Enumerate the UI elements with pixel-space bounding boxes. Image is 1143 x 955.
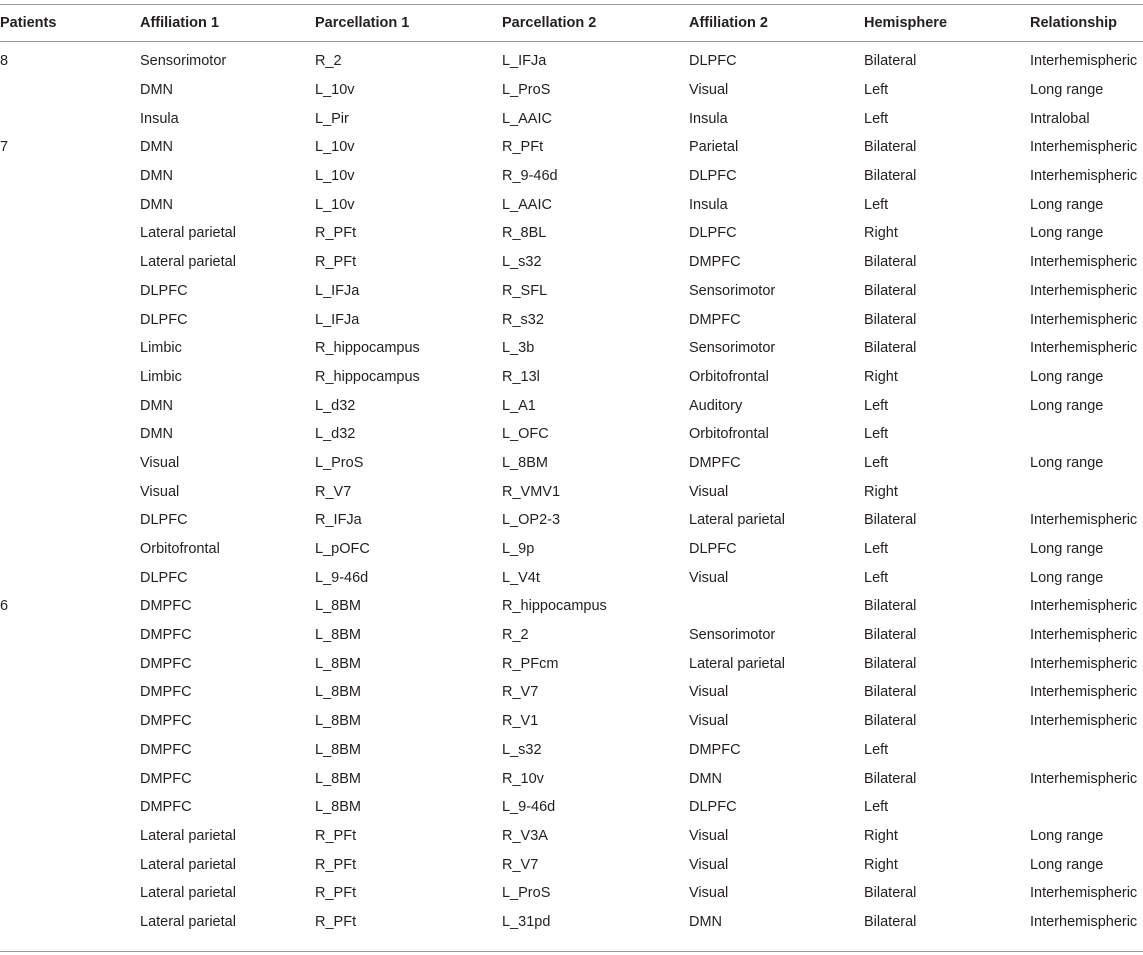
cell-affiliation-2: DLPFC	[689, 799, 737, 816]
cell-affiliation-1: Limbic	[140, 340, 182, 357]
cell-parcellation-1: L_10v	[315, 139, 355, 156]
cell-affiliation-1: DMPFC	[140, 627, 192, 644]
table-row	[0, 420, 1143, 449]
cell-affiliation-2: DLPFC	[689, 53, 737, 70]
cell-relationship: Long range	[1030, 856, 1104, 873]
cell-hemisphere: Left	[864, 196, 889, 213]
cell-patients	[0, 334, 140, 363]
cell-patients	[0, 363, 140, 392]
table-row	[0, 736, 1143, 765]
table-row	[0, 793, 1143, 822]
cell-hemisphere: Right	[864, 225, 898, 242]
cell-hemisphere: Bilateral	[864, 53, 917, 70]
cell-affiliation-1: DLPFC	[140, 512, 188, 529]
table-row	[0, 535, 1143, 564]
cell-parcellation-2: L_s32	[502, 741, 542, 758]
cell-hemisphere: Left	[864, 454, 889, 471]
cell-patients	[0, 908, 140, 937]
cell-affiliation-1: DLPFC	[140, 569, 188, 586]
cell-parcellation-2: L_8BM	[502, 454, 548, 471]
table-row	[0, 76, 1143, 105]
table-row	[0, 850, 1143, 879]
cell-affiliation-1: DMN	[140, 426, 174, 443]
cell-patients	[0, 678, 140, 707]
cell-affiliation-1: DMPFC	[140, 655, 192, 672]
cell-hemisphere: Bilateral	[864, 627, 917, 644]
cell-affiliation-2: Sensorimotor	[689, 282, 776, 299]
cell-patients	[0, 793, 140, 822]
cell-parcellation-1: L_8BM	[315, 598, 361, 615]
cell-affiliation-2: Visual	[689, 856, 729, 873]
cell-relationship: Interhemispheric	[1030, 598, 1138, 615]
cell-parcellation-1: L_8BM	[315, 684, 361, 701]
table-row	[0, 449, 1143, 478]
cell-patients	[0, 305, 140, 334]
cell-relationship	[1030, 477, 1143, 506]
cell-parcellation-2: R_PFcm	[502, 655, 559, 672]
cell-parcellation-2: L_AAIC	[502, 196, 552, 213]
cell-patients	[0, 621, 140, 650]
cell-affiliation-2: Lateral parietal	[689, 512, 785, 529]
cell-affiliation-2: Parietal	[689, 139, 739, 156]
table-row	[0, 707, 1143, 736]
cell-parcellation-1: L_8BM	[315, 770, 361, 787]
cell-parcellation-2: R_V7	[502, 684, 539, 701]
cell-hemisphere: Bilateral	[864, 713, 917, 730]
cell-patients	[0, 822, 140, 851]
table-row	[0, 363, 1143, 392]
cell-affiliation-1: Lateral parietal	[140, 856, 236, 873]
cell-parcellation-2: L_9p	[502, 541, 535, 558]
cell-affiliation-1: Lateral parietal	[140, 225, 236, 242]
cell-affiliation-2: DLPFC	[689, 168, 737, 185]
cell-relationship: Interhemispheric	[1030, 254, 1138, 271]
cell-parcellation-1: L_8BM	[315, 655, 361, 672]
cell-hemisphere: Left	[864, 426, 889, 443]
cell-patients	[0, 477, 140, 506]
cell-hemisphere: Bilateral	[864, 770, 917, 787]
cell-patients	[0, 850, 140, 879]
header-affiliation-1: Affiliation 1	[140, 15, 219, 31]
cell-parcellation-2: L_IFJa	[502, 53, 547, 70]
cell-patients	[0, 764, 140, 793]
cell-affiliation-2: Sensorimotor	[689, 340, 776, 357]
cell-affiliation-2: DMPFC	[689, 254, 741, 271]
cell-affiliation-1: Limbic	[140, 368, 182, 385]
cell-parcellation-2: R_8BL	[502, 225, 547, 242]
cell-parcellation-2: L_OP2-3	[502, 512, 561, 529]
cell-parcellation-2: R_13l	[502, 368, 540, 385]
cell-parcellation-1: R_PFt	[315, 856, 357, 873]
cell-relationship: Interhemispheric	[1030, 684, 1138, 701]
cell-affiliation-1: DMPFC	[140, 713, 192, 730]
cell-parcellation-1: L_8BM	[315, 799, 361, 816]
cell-hemisphere: Left	[864, 110, 889, 127]
table-row	[0, 162, 1143, 191]
cell-affiliation-2: Insula	[689, 196, 728, 213]
table-row	[0, 506, 1143, 535]
cell-affiliation-1: Orbitofrontal	[140, 541, 220, 558]
cell-hemisphere: Bilateral	[864, 655, 917, 672]
cell-affiliation-1: DMPFC	[140, 770, 192, 787]
cell-relationship	[1030, 736, 1143, 765]
cell-relationship: Long range	[1030, 454, 1104, 471]
cell-affiliation-1: Lateral parietal	[140, 254, 236, 271]
cell-affiliation-2: Visual	[689, 885, 729, 902]
cell-relationship: Long range	[1030, 82, 1104, 99]
cell-relationship: Interhemispheric	[1030, 512, 1138, 529]
cell-affiliation-1: DMN	[140, 168, 174, 185]
cell-relationship: Long range	[1030, 225, 1104, 242]
cell-parcellation-2: L_31pd	[502, 913, 551, 930]
cell-affiliation-1: Visual	[140, 483, 180, 500]
cell-parcellation-2: L_ProS	[502, 82, 551, 99]
connectivity-table	[0, 5, 1143, 936]
cell-patients	[0, 76, 140, 105]
header-hemisphere: Hemisphere	[864, 15, 948, 31]
cell-parcellation-1: L_Pir	[315, 110, 349, 127]
cell-affiliation-2: DLPFC	[689, 225, 737, 242]
cell-parcellation-2: R_V1	[502, 713, 539, 730]
cell-relationship	[1030, 420, 1143, 449]
table-row	[0, 248, 1143, 277]
cell-parcellation-1: R_PFt	[315, 254, 357, 271]
cell-affiliation-2: Visual	[689, 82, 729, 99]
cell-affiliation-1: Lateral parietal	[140, 885, 236, 902]
cell-relationship: Interhemispheric	[1030, 282, 1138, 299]
cell-parcellation-1: L_9-46d	[315, 569, 369, 586]
cell-patients	[0, 449, 140, 478]
table-row	[0, 133, 1143, 162]
table-row	[0, 592, 1143, 621]
cell-parcellation-2: L_ProS	[502, 885, 551, 902]
cell-affiliation-1: DMPFC	[140, 598, 192, 615]
cell-parcellation-2: L_AAIC	[502, 110, 552, 127]
cell-patients: 7	[0, 139, 9, 156]
cell-hemisphere: Left	[864, 799, 889, 816]
cell-relationship: Long range	[1030, 569, 1104, 586]
cell-affiliation-2: Lateral parietal	[689, 655, 785, 672]
cell-parcellation-2: R_2	[502, 627, 529, 644]
cell-hemisphere: Left	[864, 569, 889, 586]
cell-hemisphere: Bilateral	[864, 885, 917, 902]
table-row	[0, 879, 1143, 908]
cell-hemisphere: Bilateral	[864, 913, 917, 930]
cell-parcellation-1: L_d32	[315, 397, 356, 414]
header-parcellation-1: Parcellation 1	[315, 15, 410, 31]
cell-parcellation-1: R_PFt	[315, 885, 357, 902]
cell-affiliation-1: DMPFC	[140, 684, 192, 701]
cell-parcellation-1: R_V7	[315, 483, 352, 500]
cell-relationship: Long range	[1030, 397, 1104, 414]
cell-patients	[0, 190, 140, 219]
cell-patients	[0, 219, 140, 248]
cell-parcellation-1: L_IFJa	[315, 282, 360, 299]
cell-hemisphere: Left	[864, 741, 889, 758]
cell-affiliation-2: Visual	[689, 713, 729, 730]
cell-hemisphere: Bilateral	[864, 168, 917, 185]
cell-hemisphere: Bilateral	[864, 282, 917, 299]
cell-affiliation-1: DLPFC	[140, 311, 188, 328]
table-row	[0, 305, 1143, 334]
cell-hemisphere: Left	[864, 541, 889, 558]
cell-patients: 6	[0, 598, 9, 615]
cell-affiliation-2	[689, 592, 864, 621]
cell-parcellation-1: L_10v	[315, 168, 355, 185]
cell-parcellation-1: L_8BM	[315, 713, 361, 730]
cell-patients	[0, 104, 140, 133]
cell-affiliation-2: DMPFC	[689, 741, 741, 758]
cell-affiliation-2: Orbitofrontal	[689, 426, 769, 443]
cell-patients	[0, 506, 140, 535]
cell-affiliation-2: Auditory	[689, 397, 743, 414]
cell-affiliation-2: Insula	[689, 110, 728, 127]
cell-relationship: Long range	[1030, 196, 1104, 213]
cell-affiliation-1: Lateral parietal	[140, 913, 236, 930]
cell-parcellation-2: L_s32	[502, 254, 542, 271]
cell-parcellation-1: L_pOFC	[315, 541, 370, 558]
cell-patients	[0, 420, 140, 449]
table-row	[0, 334, 1143, 363]
cell-affiliation-1: Sensorimotor	[140, 53, 227, 70]
cell-parcellation-2: R_9-46d	[502, 168, 558, 185]
cell-relationship: Intralobal	[1030, 110, 1090, 127]
table-row	[0, 822, 1143, 851]
cell-relationship: Interhemispheric	[1030, 713, 1138, 730]
cell-relationship: Long range	[1030, 368, 1104, 385]
table-row	[0, 104, 1143, 133]
cell-parcellation-2: R_s32	[502, 311, 544, 328]
cell-parcellation-2: L_A1	[502, 397, 536, 414]
cell-hemisphere: Right	[864, 483, 898, 500]
table-row	[0, 190, 1143, 219]
cell-parcellation-2: L_V4t	[502, 569, 540, 586]
cell-patients	[0, 563, 140, 592]
cell-relationship: Interhemispheric	[1030, 885, 1138, 902]
cell-patients	[0, 248, 140, 277]
table-row	[0, 477, 1143, 506]
cell-affiliation-2: DLPFC	[689, 541, 737, 558]
cell-affiliation-1: DMN	[140, 196, 174, 213]
cell-affiliation-1: DMPFC	[140, 741, 192, 758]
cell-affiliation-2: Visual	[689, 569, 729, 586]
cell-patients: 8	[0, 53, 9, 70]
cell-relationship: Interhemispheric	[1030, 311, 1138, 328]
cell-hemisphere: Bilateral	[864, 684, 917, 701]
table-bottom-rule	[0, 951, 1143, 952]
cell-affiliation-1: Insula	[140, 110, 179, 127]
cell-affiliation-1: DMPFC	[140, 799, 192, 816]
header-affiliation-2: Affiliation 2	[689, 15, 768, 31]
cell-affiliation-1: DLPFC	[140, 282, 188, 299]
cell-patients	[0, 535, 140, 564]
table-row	[0, 391, 1143, 420]
cell-parcellation-1: R_2	[315, 53, 342, 70]
table-row	[0, 277, 1143, 306]
cell-parcellation-1: R_hippocampus	[315, 368, 420, 385]
cell-parcellation-2: R_V7	[502, 856, 539, 873]
cell-patients	[0, 649, 140, 678]
cell-parcellation-1: R_hippocampus	[315, 340, 420, 357]
cell-parcellation-2: L_3b	[502, 340, 535, 357]
cell-affiliation-1: DMN	[140, 82, 174, 99]
cell-affiliation-1: DMN	[140, 397, 174, 414]
cell-parcellation-2: L_9-46d	[502, 799, 556, 816]
cell-patients	[0, 162, 140, 191]
cell-parcellation-2: R_PFt	[502, 139, 544, 156]
cell-parcellation-1: R_PFt	[315, 913, 357, 930]
cell-hemisphere: Bilateral	[864, 311, 917, 328]
cell-relationship: Interhemispheric	[1030, 139, 1138, 156]
cell-relationship: Interhemispheric	[1030, 53, 1138, 70]
cell-relationship: Interhemispheric	[1030, 340, 1138, 357]
cell-affiliation-1: Lateral parietal	[140, 827, 236, 844]
cell-parcellation-2: R_V3A	[502, 827, 548, 844]
cell-affiliation-2: Visual	[689, 483, 729, 500]
cell-hemisphere: Left	[864, 397, 889, 414]
table-row	[0, 41, 1143, 76]
cell-relationship: Interhemispheric	[1030, 913, 1138, 930]
table-row	[0, 764, 1143, 793]
cell-hemisphere: Bilateral	[864, 598, 917, 615]
cell-affiliation-2: DMN	[689, 913, 723, 930]
cell-affiliation-2: Sensorimotor	[689, 627, 776, 644]
table-row	[0, 678, 1143, 707]
cell-parcellation-2: L_OFC	[502, 426, 549, 443]
cell-hemisphere: Bilateral	[864, 512, 917, 529]
cell-parcellation-1: R_IFJa	[315, 512, 362, 529]
cell-patients	[0, 736, 140, 765]
cell-affiliation-2: DMPFC	[689, 311, 741, 328]
cell-patients	[0, 277, 140, 306]
cell-parcellation-1: L_8BM	[315, 627, 361, 644]
table-row	[0, 908, 1143, 937]
cell-hemisphere: Bilateral	[864, 139, 917, 156]
cell-parcellation-1: R_PFt	[315, 827, 357, 844]
header-row	[0, 5, 1143, 41]
header-patients: Patients	[0, 15, 57, 31]
table-row	[0, 649, 1143, 678]
table-header	[0, 5, 1143, 41]
cell-parcellation-1: L_8BM	[315, 741, 361, 758]
cell-parcellation-1: L_IFJa	[315, 311, 360, 328]
cell-affiliation-2: Visual	[689, 684, 729, 701]
cell-affiliation-1: DMN	[140, 139, 174, 156]
cell-parcellation-1: L_10v	[315, 196, 355, 213]
table-row	[0, 621, 1143, 650]
cell-parcellation-2: R_hippocampus	[502, 598, 607, 615]
table-body	[0, 41, 1143, 936]
cell-relationship: Long range	[1030, 541, 1104, 558]
cell-parcellation-1: L_d32	[315, 426, 356, 443]
cell-relationship: Interhemispheric	[1030, 655, 1138, 672]
cell-relationship: Interhemispheric	[1030, 627, 1138, 644]
cell-parcellation-1: L_ProS	[315, 454, 364, 471]
cell-affiliation-2: Orbitofrontal	[689, 368, 769, 385]
cell-affiliation-2: DMPFC	[689, 454, 741, 471]
cell-hemisphere: Right	[864, 368, 898, 385]
header-relationship: Relationship	[1030, 15, 1118, 31]
cell-hemisphere: Bilateral	[864, 254, 917, 271]
cell-relationship: Long range	[1030, 827, 1104, 844]
cell-parcellation-2: R_10v	[502, 770, 544, 787]
cell-affiliation-2: DMN	[689, 770, 723, 787]
cell-hemisphere: Left	[864, 82, 889, 99]
cell-patients	[0, 391, 140, 420]
cell-hemisphere: Right	[864, 856, 898, 873]
cell-patients	[0, 879, 140, 908]
cell-patients	[0, 707, 140, 736]
cell-relationship: Interhemispheric	[1030, 168, 1138, 185]
cell-affiliation-2: Visual	[689, 827, 729, 844]
cell-parcellation-1: L_10v	[315, 82, 355, 99]
cell-relationship	[1030, 793, 1143, 822]
header-parcellation-2: Parcellation 2	[502, 15, 597, 31]
cell-hemisphere: Bilateral	[864, 340, 917, 357]
cell-hemisphere: Right	[864, 827, 898, 844]
cell-affiliation-1: Visual	[140, 454, 180, 471]
cell-parcellation-2: R_SFL	[502, 282, 548, 299]
cell-parcellation-2: R_VMV1	[502, 483, 561, 500]
cell-parcellation-1: R_PFt	[315, 225, 357, 242]
cell-relationship: Interhemispheric	[1030, 770, 1138, 787]
table-row	[0, 563, 1143, 592]
table-row	[0, 219, 1143, 248]
